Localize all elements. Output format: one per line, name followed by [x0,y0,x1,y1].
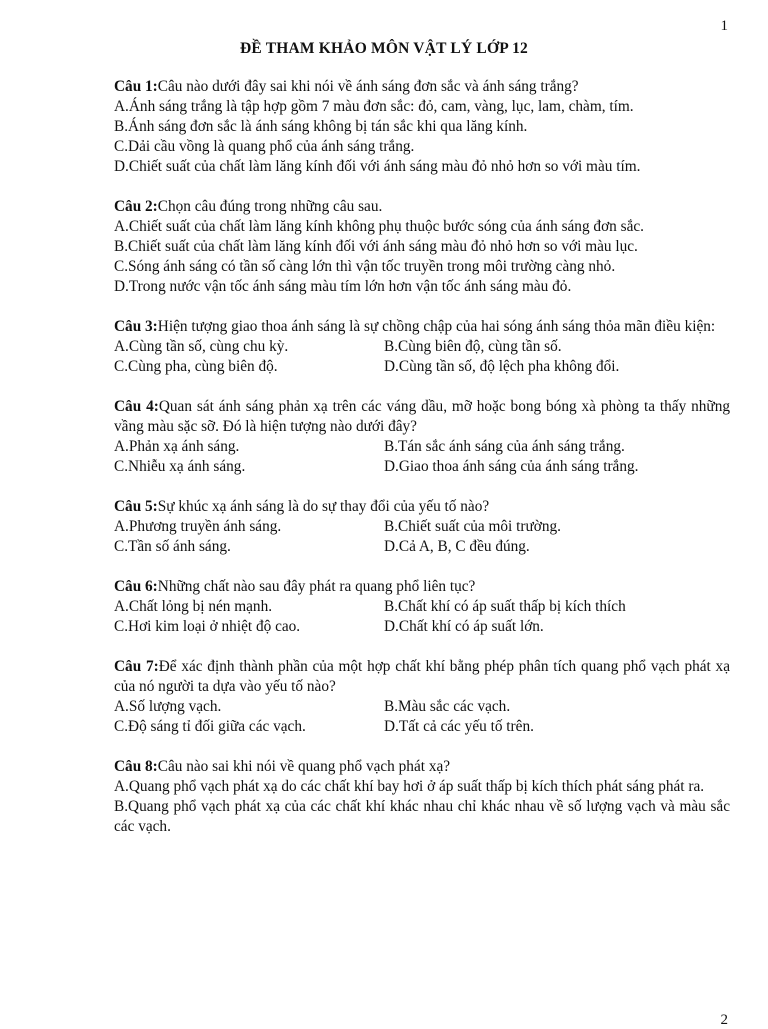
option-d: D.Trong nước vận tốc ánh sáng màu tím lớn hơn vận tốc ánh sáng màu đỏ. [114,278,572,295]
question-stem [114,397,730,437]
question-label: Câu 5: [114,498,158,515]
question-2 [114,197,730,297]
question-stem [114,657,730,697]
question-label: Câu 6: [114,578,158,595]
option-grid [114,337,730,377]
question-text: Câu nào dưới đây sai khi nói về ánh sáng đơn sắc và ánh sáng trắng? [157,78,579,95]
option-a: A.Phản xạ ánh sáng. [114,438,240,455]
question-label: Câu 4: [114,398,159,415]
option-b: B.Chiết suất của chất làm lăng kính đối với ánh sáng màu đỏ nhỏ hơn so với màu lục. [114,238,638,255]
option-a: A.Phương truyền ánh sáng. [114,518,282,535]
option-a: A.Chiết suất của chất làm lăng kính không phụ thuộc bước sóng của ánh sáng đơn sắc. [114,218,644,235]
option-d: D.Cùng tần số, độ lệch pha không đổi. [384,358,620,375]
option-a: A.Quang phổ vạch phát xạ do các chất khí bay hơi ở áp suất thấp bị kích thích phát sáng phát ra. [114,778,705,795]
option-a: A.Chất lỏng bị nén mạnh. [114,598,273,615]
option-d: D.Tất cả các yếu tố trên. [384,718,534,735]
page-number-top: 1 [720,18,728,34]
option-grid [114,597,730,637]
option-grid [114,517,730,557]
option-a: A.Cùng tần số, cùng chu kỳ. [114,338,289,355]
option-c: C.Nhiễu xạ ánh sáng. [114,458,246,475]
question-stem [114,77,730,97]
question-stem [114,497,730,517]
question-text: Những chất nào sau đây phát ra quang phổ liên tục? [157,578,476,595]
question-1 [114,77,730,177]
option-c: C.Hơi kim loại ở nhiệt độ cao. [114,618,301,635]
option-d: D.Giao thoa ánh sáng của ánh sáng trắng. [384,458,639,475]
question-list [114,77,730,857]
option-grid [114,697,730,737]
option-d: D.Cả A, B, C đều đúng. [384,538,530,555]
question-4 [114,397,730,477]
question-text: Sự khúc xạ ánh sáng là do sự thay đổi của yếu tố nào? [157,498,490,515]
question-label: Câu 3: [114,318,158,335]
question-stem [114,317,730,337]
question-label: Câu 7: [114,658,159,675]
question-7 [114,657,730,737]
question-3 [114,317,730,377]
question-stem [114,577,730,597]
question-6 [114,577,730,637]
question-stem [114,757,730,777]
option-a: A.Ánh sáng trắng là tập hợp gồm 7 màu đơn sắc: đỏ, cam, vàng, lục, lam, chàm, tím. [114,98,634,115]
option-d: D.Chất khí có áp suất lớn. [384,618,544,635]
option-grid [114,437,730,477]
option-b: B.Quang phổ vạch phát xạ của các chất khí khác nhau chỉ khác nhau về số lượng vạch và màu sắc các vạch. [114,798,730,835]
question-label: Câu 2: [114,198,158,215]
option-c: C.Cùng pha, cùng biên độ. [114,358,278,375]
question-stem [114,197,730,217]
document-title: ĐỀ THAM KHẢO MÔN VẬT LÝ LỚP 12 [239,40,529,57]
question-text: Để xác định thành phần của một hợp chất khí bằng phép phân tích quang phổ vạch phát xạ của nó người ta dựa vào yếu tố nào? [114,658,730,695]
question-text: Quan sát ánh sáng phản xạ trên các váng dầu, mỡ hoặc bong bóng xà phòng ta thấy những vầng màu sặc sỡ. Đó là hiện tượng nào dưới đây? [114,398,730,435]
option-c: C.Dải cầu vồng là quang phổ của ánh sáng trắng. [114,138,415,155]
option-b: B.Cùng biên độ, cùng tần số. [384,338,562,355]
option-c: C.Tần số ánh sáng. [114,538,231,555]
option-c: C.Độ sáng tỉ đối giữa các vạch. [114,718,306,735]
question-text: Câu nào sai khi nói về quang phổ vạch phát xạ? [157,758,451,775]
option-b: B.Tán sắc ánh sáng của ánh sáng trắng. [384,438,625,455]
question-8 [114,757,730,837]
option-b: B.Ánh sáng đơn sắc là ánh sáng không bị tán sắc khi qua lăng kính. [114,118,528,135]
option-b: B.Chất khí có áp suất thấp bị kích thích [384,598,626,615]
option-a: A.Số lượng vạch. [114,698,222,715]
option-b: B.Màu sắc các vạch. [384,698,511,715]
question-5 [114,497,730,557]
question-text: Chọn câu đúng trong những câu sau. [157,198,383,215]
question-label: Câu 8: [114,758,158,775]
question-text: Hiện tượng giao thoa ánh sáng là sự chồng chập của hai sóng ánh sáng thỏa mãn điều kiện: [157,318,716,335]
option-b: B.Chiết suất của môi trường. [384,518,561,535]
question-label: Câu 1: [114,78,158,95]
option-c: C.Sóng ánh sáng có tần số càng lớn thì vận tốc truyền trong môi trường càng nhỏ. [114,258,616,275]
page-number-bottom: 2 [720,1012,728,1028]
option-d: D.Chiết suất của chất làm lăng kính đối với ánh sáng màu đỏ nhỏ hơn so với màu tím. [114,158,641,175]
